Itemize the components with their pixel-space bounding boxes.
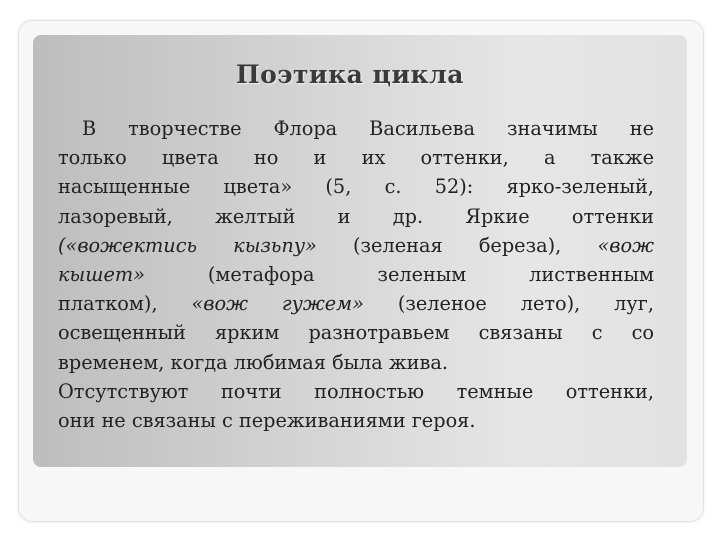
italic-quote: «вож гужем» (191, 292, 398, 316)
italic-quote: («вожектись кызьпу» (58, 233, 354, 257)
text-run: (зеленое лето), луг, (397, 292, 655, 316)
text-run: Отсутствуют почти полностью темные оттенки, (58, 379, 654, 403)
text-run: освещенный ярким разнотравьем связаны с со (58, 321, 654, 345)
body-line (58, 318, 654, 347)
text-run: (метафора зеленым лиственным (207, 263, 654, 287)
text-run: лазоревый, желтый и др. Яркие оттенки (58, 204, 654, 228)
body-line (58, 231, 654, 260)
body-line (58, 114, 654, 143)
text-run: В творчестве Флора Васильева значимы не (82, 117, 654, 140)
text-run: (зеленая береза), (353, 233, 598, 257)
text-run: временем, когда любимая была жива. (58, 350, 448, 374)
text-run: насыщенные цвета» (5, с. 52): ярко-зеленый, (58, 175, 654, 199)
body-line (58, 289, 654, 318)
italic-quote: «вож (597, 233, 654, 257)
body-line (58, 260, 654, 289)
body-line (58, 406, 654, 435)
italic-quote: кышет» (58, 263, 208, 287)
body-line (58, 377, 654, 406)
body-line (58, 202, 654, 231)
text-run: платком), (58, 292, 192, 316)
slide-title: Поэтика цикла (236, 60, 464, 89)
body-line (58, 172, 654, 201)
body-text (58, 114, 654, 435)
text-run: они не связаны с переживаниями героя. (58, 409, 476, 433)
text-run: только цвета но и их оттенки, а также (58, 146, 654, 170)
body-line (58, 348, 654, 377)
body-line (58, 143, 654, 172)
